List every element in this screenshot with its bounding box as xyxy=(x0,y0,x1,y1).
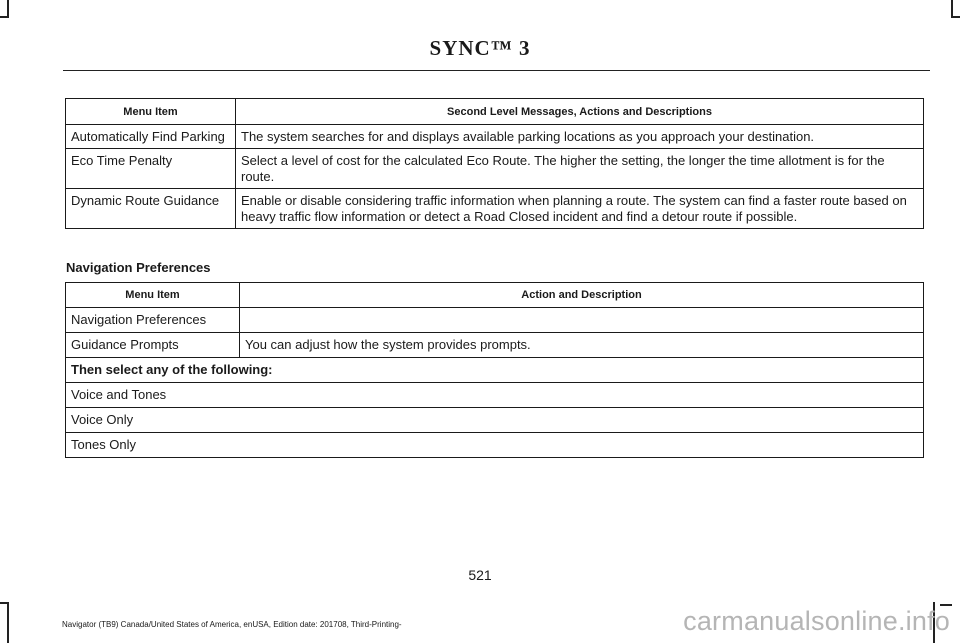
watermark: carmanualsonline.info xyxy=(683,606,950,636)
header-divider xyxy=(63,70,930,71)
edition-footer: Navigator (TB9) Canada/United States of America, enUSA, Edition date: 201708, Third-Printing- xyxy=(62,620,402,629)
messages-table xyxy=(65,98,924,229)
navigation-preferences-table xyxy=(65,282,924,458)
page-number: 521 xyxy=(468,567,492,583)
crop-mark-top-left-horizontal xyxy=(0,16,9,18)
crop-mark-bottom-left-horizontal xyxy=(0,602,9,604)
table-row xyxy=(66,333,924,358)
description-cell: Select a level of cost for the calculated Eco Route. The higher the setting, the longer the time allotment is for the route. xyxy=(236,149,924,189)
option-cell: Voice Only xyxy=(66,408,924,433)
section-heading: Navigation Preferences xyxy=(66,260,211,275)
option-cell: Voice and Tones xyxy=(66,383,924,408)
column-header-descriptions: Second Level Messages, Actions and Descriptions xyxy=(236,99,924,125)
table-row xyxy=(66,383,924,408)
column-header-menu-item: Menu Item xyxy=(66,283,240,308)
instruction-cell: Then select any of the following: xyxy=(66,358,924,383)
menu-item-cell: Navigation Preferences xyxy=(66,308,240,333)
table-header-row xyxy=(66,99,924,125)
table-row xyxy=(66,308,924,333)
column-header-menu-item: Menu Item xyxy=(66,99,236,125)
option-cell: Tones Only xyxy=(66,433,924,458)
column-header-action: Action and Description xyxy=(240,283,924,308)
crop-mark-bottom-left-vertical xyxy=(7,602,9,643)
description-cell: You can adjust how the system provides prompts. xyxy=(240,333,924,358)
menu-item-cell: Dynamic Route Guidance xyxy=(66,189,236,229)
table-row xyxy=(66,149,924,189)
menu-item-cell: Guidance Prompts xyxy=(66,333,240,358)
table-row xyxy=(66,358,924,383)
description-cell xyxy=(240,308,924,333)
table-header-row xyxy=(66,283,924,308)
crop-mark-top-right-horizontal xyxy=(951,16,960,18)
table-row xyxy=(66,189,924,229)
menu-item-cell: Automatically Find Parking xyxy=(66,125,236,149)
description-cell: The system searches for and displays available parking locations as you approach your destination. xyxy=(236,125,924,149)
table-row xyxy=(66,408,924,433)
table-row xyxy=(66,125,924,149)
description-cell: Enable or disable considering traffic information when planning a route. The system can find a faster route based on heavy traffic flow information or detect a Road Closed incident and find a detour route if possible. xyxy=(236,189,924,229)
table-row xyxy=(66,433,924,458)
menu-item-cell: Eco Time Penalty xyxy=(66,149,236,189)
page-title: SYNC™ 3 xyxy=(429,36,531,60)
